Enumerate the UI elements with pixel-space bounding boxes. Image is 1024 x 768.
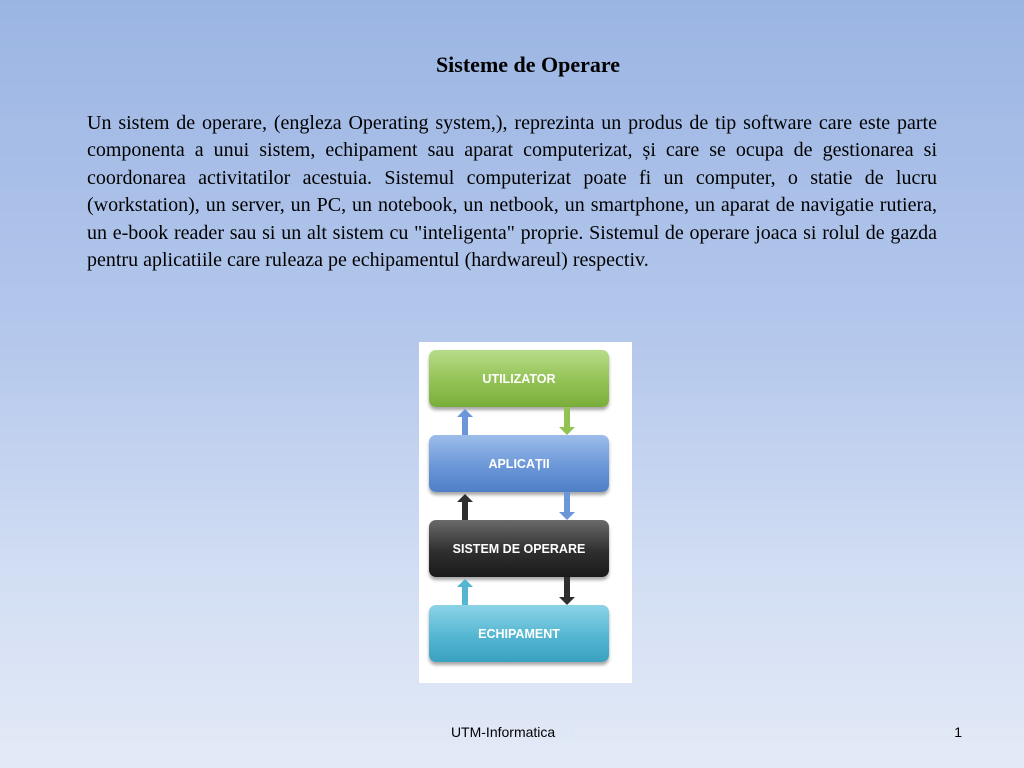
slide-title: Sisteme de Operare bbox=[435, 52, 621, 77]
slide-footer bbox=[0, 724, 1024, 740]
arrow-up-icon bbox=[457, 579, 473, 607]
page-number: 1 bbox=[954, 724, 962, 740]
slide-body-text: Un sistem de operare, (engleza Operating system,), reprezinta un produs de tip software care este parte componenta a unui sistem, echipament sau aparat computerizat, și care se ocupa de gestionarea si coordonarea activitatilor acestuia. Sistemul computerizat poate fi un computer, o statie de lucru (workstation), un server, un PC, un notebook, un netbook, un smartphone, un aparat de navigatie rutiera, un e-book reader sau si un alt sistem cu "inteligenta" proprie. Sistemul de operare joaca si rolul de gazda pentru aplicatiile care ruleaza pe echipamentul (hardwareul) respectiv. bbox=[87, 112, 937, 272]
layer-box-aplicatii: APLICAȚII bbox=[429, 435, 609, 492]
footer-id: ID bbox=[559, 724, 574, 740]
layer-box-utilizator: UTILIZATOR bbox=[429, 350, 609, 407]
arrow-down-icon bbox=[559, 492, 575, 520]
arrow-up-icon bbox=[457, 409, 473, 437]
layer-box-sistem-de-operare: SISTEM DE OPERARE bbox=[429, 520, 609, 577]
arrow-down-icon bbox=[559, 407, 575, 435]
layer-box-echipament: ECHIPAMENT bbox=[429, 605, 609, 662]
arrow-up-icon bbox=[457, 494, 473, 522]
footer-text: UTM-Informatica bbox=[450, 724, 556, 740]
os-layers-diagram bbox=[419, 342, 632, 683]
arrow-down-icon bbox=[559, 577, 575, 605]
